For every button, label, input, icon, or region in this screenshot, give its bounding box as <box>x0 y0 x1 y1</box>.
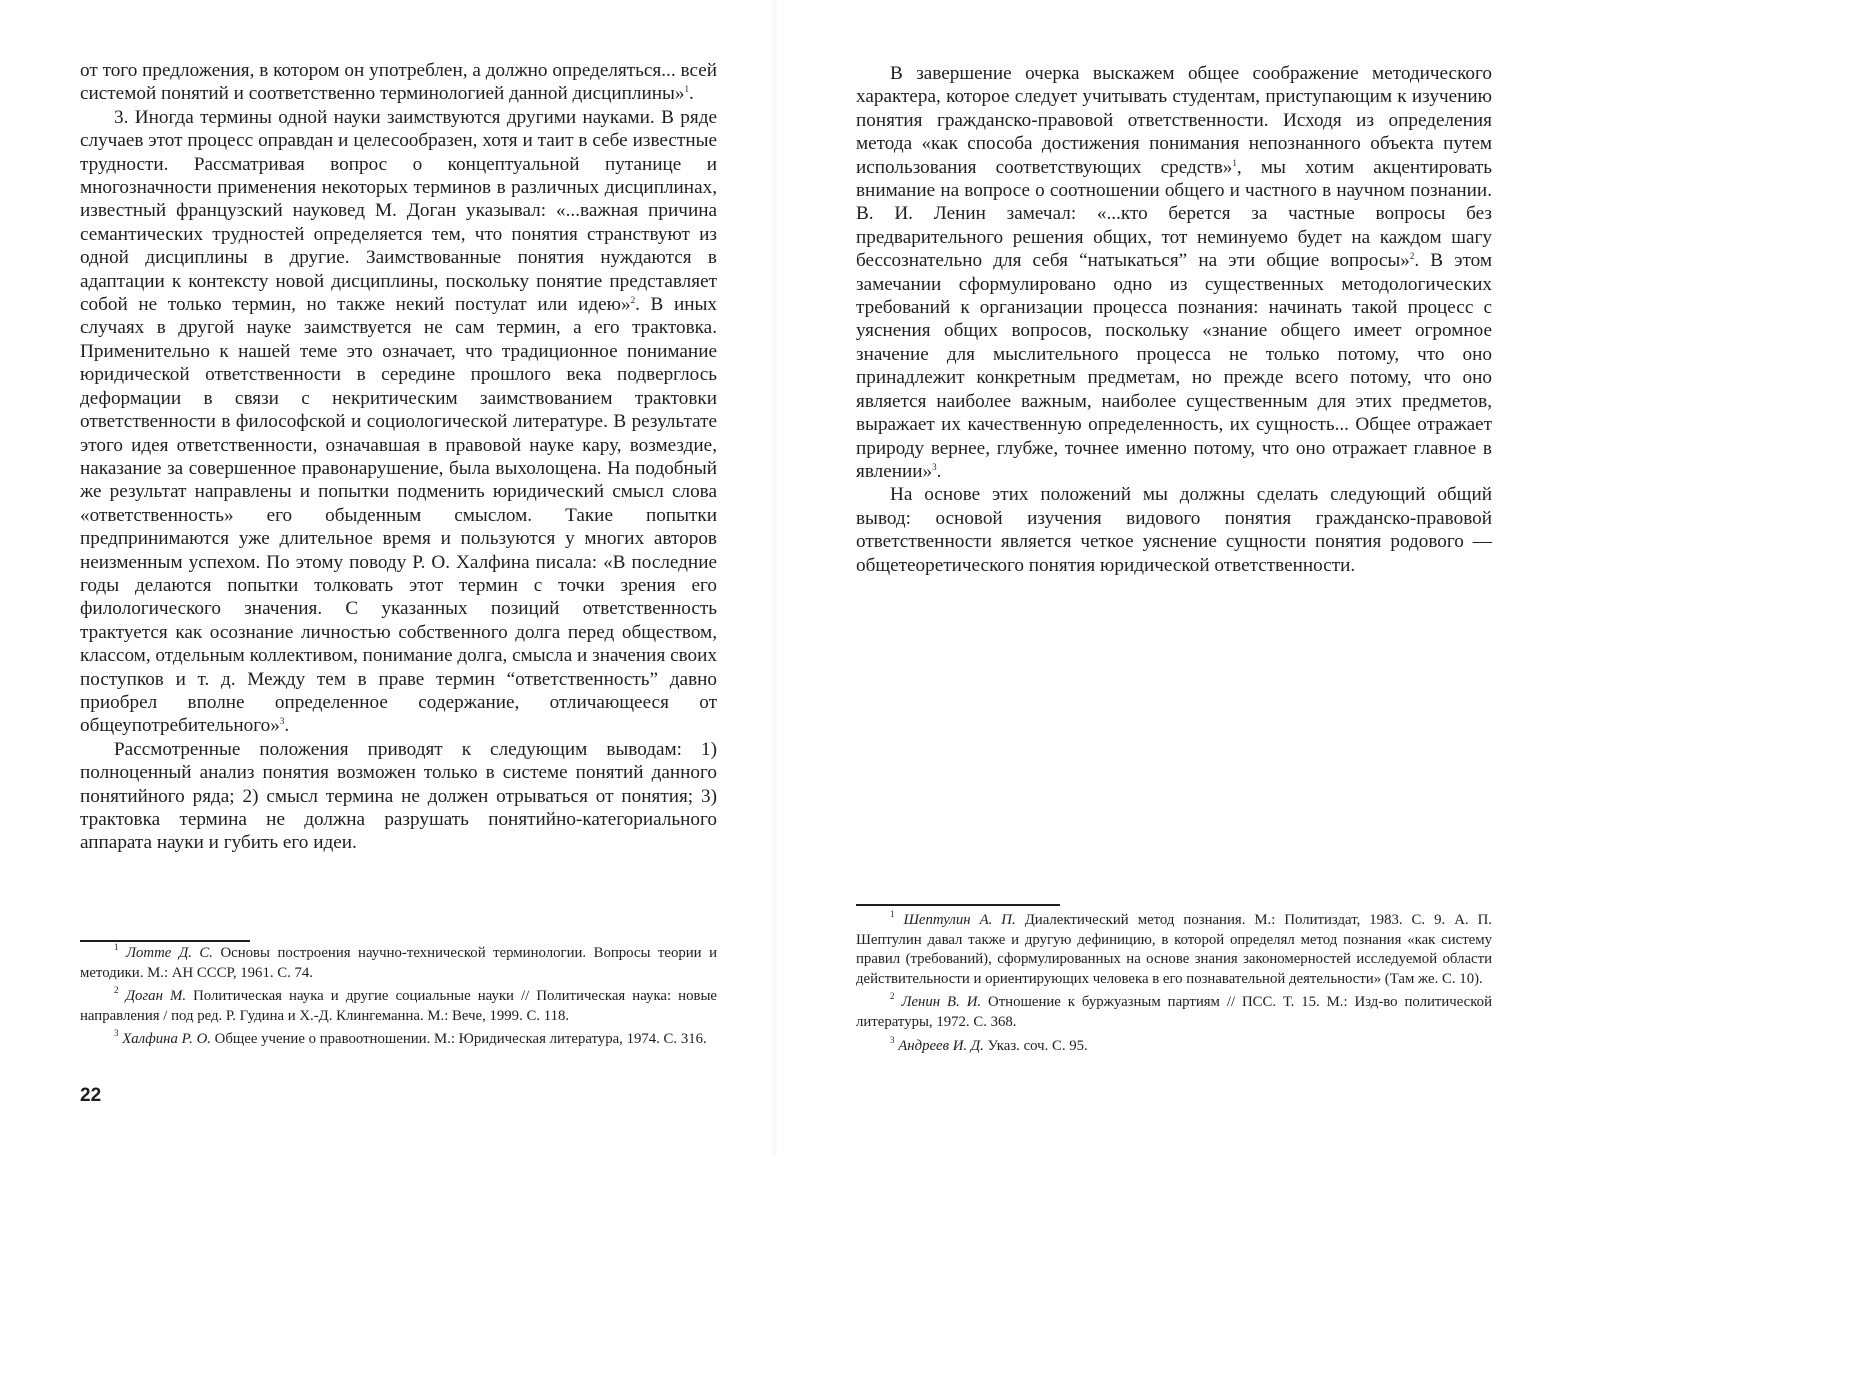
paragraph-text: Рассмотренные положения приводят к следующим выводам: 1) полноценный анализ понятия возможен только в системе понятий данного понятийного ряда; 2) смысл термина не должен отрываться от понятия; 3) трактовка термина не должна разрушать понятийно-категориального аппарата науки и губить его идеи. <box>80 738 717 854</box>
paragraph-text: 3. Иногда термины одной науки заимствуются другими науками. В ряде случаев этот процесс оправдан и целесообразен, хотя и таит в себе известные трудности. Рассматривая вопрос о концептуальной путанице и многозначности применения некоторых терминов в различных дисциплинах, известный французский науковед М. Доган указывал: «...важная причина семантических трудностей определяется тем, что понятия странствуют из одной дисциплины в другие. Заимствованные понятия нуждаются в адаптации к контексту новой дисциплины, поскольку понятие представляет собой не только термин, но также некий постулат или идею» <box>80 106 717 316</box>
footnote-ref: 1 <box>1232 157 1237 168</box>
left-paragraph-2 <box>80 106 717 738</box>
paragraph-text: На основе этих положений мы должны сделать следующий общий вывод: основой изучения видового понятия гражданско-правовой ответственности является четкое уяснение сущности понятия родового — общетеоретического понятия юридической ответственности. <box>856 484 1492 576</box>
footnote-divider <box>856 904 1060 906</box>
footnote-ref: 2 <box>1409 251 1415 262</box>
left-paragraph-3 <box>80 738 717 855</box>
footnote-author: Доган М. <box>125 988 187 1005</box>
footnote-text: Отношение к буржуазным партиям // ПСС. Т. 15. М.: Изд-во политической литературы, 1972. С. 368. <box>856 994 1492 1030</box>
footnote-number: 2 <box>890 991 895 1002</box>
footnote-number: 1 <box>890 909 895 919</box>
right-page <box>856 0 1492 1155</box>
footnote-text: Указ. соч. С. 95. <box>983 1037 1088 1054</box>
footnote-number: 3 <box>114 1028 119 1039</box>
footnote-2 <box>80 987 717 1026</box>
paragraph-text: . В этом замечании сформулировано одно из существенных методологических требований к организации процесса познания: начинать такой процесс с уяснения общих вопросов, поскольку «знание общего имеет огромное значение для мыслительного процесса не только потому, что оно принадлежит конкретным предметам, но прежде всего потому, что оно является наиболее важным, наиболее существенным для этих предметов, выражает их качественную определенность, их сущность... Общее отражает природу вернее, глубже, точнее именно потому, что оно отражает главное в явлении» <box>856 250 1492 482</box>
right-paragraph-1 <box>856 62 1492 483</box>
footnote-author: Халфина Р. О. <box>122 1031 211 1048</box>
footnote-text: Основы построения научно-технической терминологии. Вопросы теории и методики. М.: АН СССР, 1961. С. 74. <box>80 945 717 981</box>
footnote-2 <box>856 993 1492 1032</box>
footnote-3 <box>80 1030 717 1050</box>
footnote-ref: 3 <box>279 716 285 727</box>
footnote-author: Шептулин А. П. <box>903 912 1016 928</box>
footnote-text: Политическая наука и другие социальные науки // Политическая наука: новые направления / под ред. Р. Гудина и Х.-Д. Клингеманна. М.: Вече, 1999. С. 118. <box>80 988 717 1024</box>
footnote-ref: 3 <box>932 461 937 472</box>
right-body-text <box>856 62 1492 577</box>
left-body-text <box>80 59 717 855</box>
footnote-number: 1 <box>114 942 119 952</box>
right-paragraph-2 <box>856 483 1492 577</box>
footnote-divider <box>80 940 250 942</box>
paragraph-text: от того предложения, в котором он употреблен, а должно определяться... всей системой понятий и соответственно терминологией данной дисциплины» <box>80 60 717 105</box>
left-paragraph-1 <box>80 59 717 106</box>
footnote-author: Андреев И. Д. <box>898 1037 984 1054</box>
footnote-text: Общее учение о правоотношении. М.: Юридическая литература, 1974. С. 316. <box>210 1031 707 1048</box>
footnote-1 <box>856 911 1492 989</box>
book-gutter <box>770 0 778 1155</box>
footnote-ref: 2 <box>630 295 636 306</box>
footnote-3 <box>856 1034 1492 1057</box>
paragraph-text: , мы хотим акцентировать внимание на вопросе о соотношении общего и частного в научном познании. В. И. Ленин замечал: «...кто берется за частные вопросы без предварительного решения общих, тот неминуемо будет на каждом шагу бессознательно для себя “натыкаться” на эти общие вопросы» <box>856 156 1492 272</box>
right-footnotes <box>856 911 1492 1060</box>
paragraph-text: В завершение очерка выскажем общее соображение методического характера, которое следует учитывать студентам, приступающим к изучению понятия гражданско-правовой ответственности. Исходя из определения метода «как способа достижения понимания непознанного объекта путем использования соответствующих средств» <box>856 63 1492 178</box>
footnote-ref: 1 <box>684 84 689 95</box>
paragraph-text: . В иных случаях в другой науке заимствуется не сам термин, а его трактовка. Применительно к нашей теме это означает, что традиционное понимание юридической ответственности в середине прошлого века подверглось деформации в связи с некритическим заимствованием трактовки ответственности в философской и социологической литературе. В результате этого идея ответственности, означавшая в правовой науке кару, возмездие, наказание за совершенное правонарушение, была выхолощена. На подобный же результат направлены и попытки подменить юридический смысл слова «ответственность» его обыденным смыслом. Такие попытки предпринимаются уже длительное время и пользуются у многих авторов неизменным успехом. По этому поводу Р. О. Халфина писала: «В последние годы делаются попытки толковать этот термин с точки зрения его филологического значения. С указанных позиций ответственность трактуется как осознание личностью собственного долга перед обществом, классом, отдельным коллективом, понимание долга, смысла и значения своих поступков и т. д. Между тем в праве термин “ответственность” давно приобрел вполне определенное содержание, отличающееся от общеупотребительного» <box>80 294 717 737</box>
footnote-number: 3 <box>890 1034 895 1045</box>
page-number: 22 <box>80 1085 102 1106</box>
paragraph-tail: . <box>689 83 694 105</box>
footnote-1 <box>80 944 717 983</box>
paragraph-tail: . <box>936 460 942 482</box>
footnote-text: Диалектический метод познания. М.: Политиздат, 1983. С. 9. А. П. Шептулин давал также и другую дефиницию, в которой определял метод познания «как систему правил (требований), сформулированных на основе знания закономерностей исследуемой области действительности и ориентирующих человека в его познавательной деятельности» (Там же. С. 10). <box>856 912 1492 987</box>
footnote-number: 2 <box>114 985 119 996</box>
footnote-author: Ленин В. И. <box>901 994 982 1011</box>
left-footnotes <box>80 944 717 1054</box>
left-page <box>80 0 717 1155</box>
paragraph-tail: . <box>284 715 290 737</box>
footnote-author: Лотте Д. С. <box>125 945 213 961</box>
